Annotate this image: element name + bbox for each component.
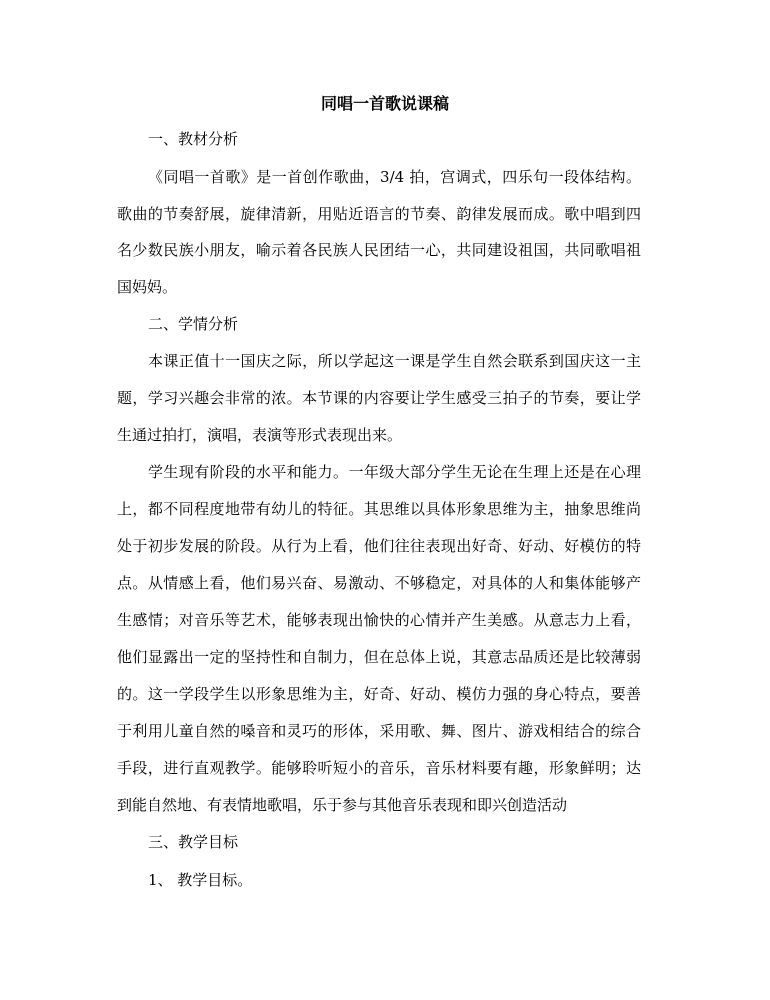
- paragraph-line: 手段，进行直观教学。能够聆听短小的音乐，音乐材料要有趣，形象鲜明；达: [117, 759, 641, 777]
- paragraph-line: 歌曲的节奏舒展，旋律清新，用贴近语言的节奏、韵律发展而成。歌中唱到四: [117, 205, 641, 223]
- section-heading: 二、学情分析: [148, 315, 239, 333]
- paragraph-line: 生感情；对音乐等艺术，能够表现出愉快的心情并产生美感。从意志力上看，: [117, 611, 641, 629]
- paragraph-line: 学生现有阶段的水平和能力。一年级大部分学生无论在生理上还是在心理: [148, 463, 641, 481]
- paragraph-line: 于利用儿童自然的嗓音和灵巧的形体，采用歌、舞、图片、游戏相结合的综合: [117, 722, 641, 740]
- paragraph-line: 本课正值十一国庆之际，所以学起这一课是学生自然会联系到国庆这一主: [148, 352, 641, 370]
- paragraph-line: 的。这一学段学生以形象思维为主，好奇、好动、模仿力强的身心特点，要善: [117, 685, 641, 703]
- paragraph-line: 名少数民族小朋友，喻示着各民族人民团结一心，共同建设祖国，共同歌唱祖: [117, 241, 641, 259]
- section-heading: 一、教材分析: [148, 130, 239, 148]
- paragraph-line: 题，学习兴趣会非常的浓。本节课的内容要让学生感受三拍子的节奏，要让学: [117, 389, 641, 407]
- paragraph-line: 《同唱一首歌》是一首创作歌曲，3/4 拍，宫调式，四乐句一段体结构。: [148, 168, 641, 186]
- paragraph-line: 点。从情感上看，他们易兴奋、易激动、不够稳定，对具体的人和集体能够产: [117, 574, 641, 592]
- paragraph-line: 到能自然地、有表情地歌唱，乐于参与其他音乐表现和即兴创造活动: [117, 796, 568, 814]
- document-title: 同唱一首歌说课稿: [320, 94, 449, 113]
- paragraph-line: 处于初步发展的阶段。从行为上看，他们往往表现出好奇、好动、好模仿的特: [117, 537, 641, 555]
- section-heading: 三、教学目标: [148, 833, 239, 851]
- paragraph-line: 上，都不同程度地带有幼儿的特征。其思维以具体形象思维为主，抽象思维尚: [117, 500, 641, 518]
- paragraph-line: 生通过拍打，演唱，表演等形式表现出来。: [117, 426, 403, 444]
- paragraph-line: 他们显露出一定的坚持性和自制力，但在总体上说，其意志品质还是比较薄弱: [117, 648, 641, 666]
- list-item: 1、 教学目标。: [148, 871, 253, 889]
- paragraph-line: 国妈妈。: [117, 278, 178, 296]
